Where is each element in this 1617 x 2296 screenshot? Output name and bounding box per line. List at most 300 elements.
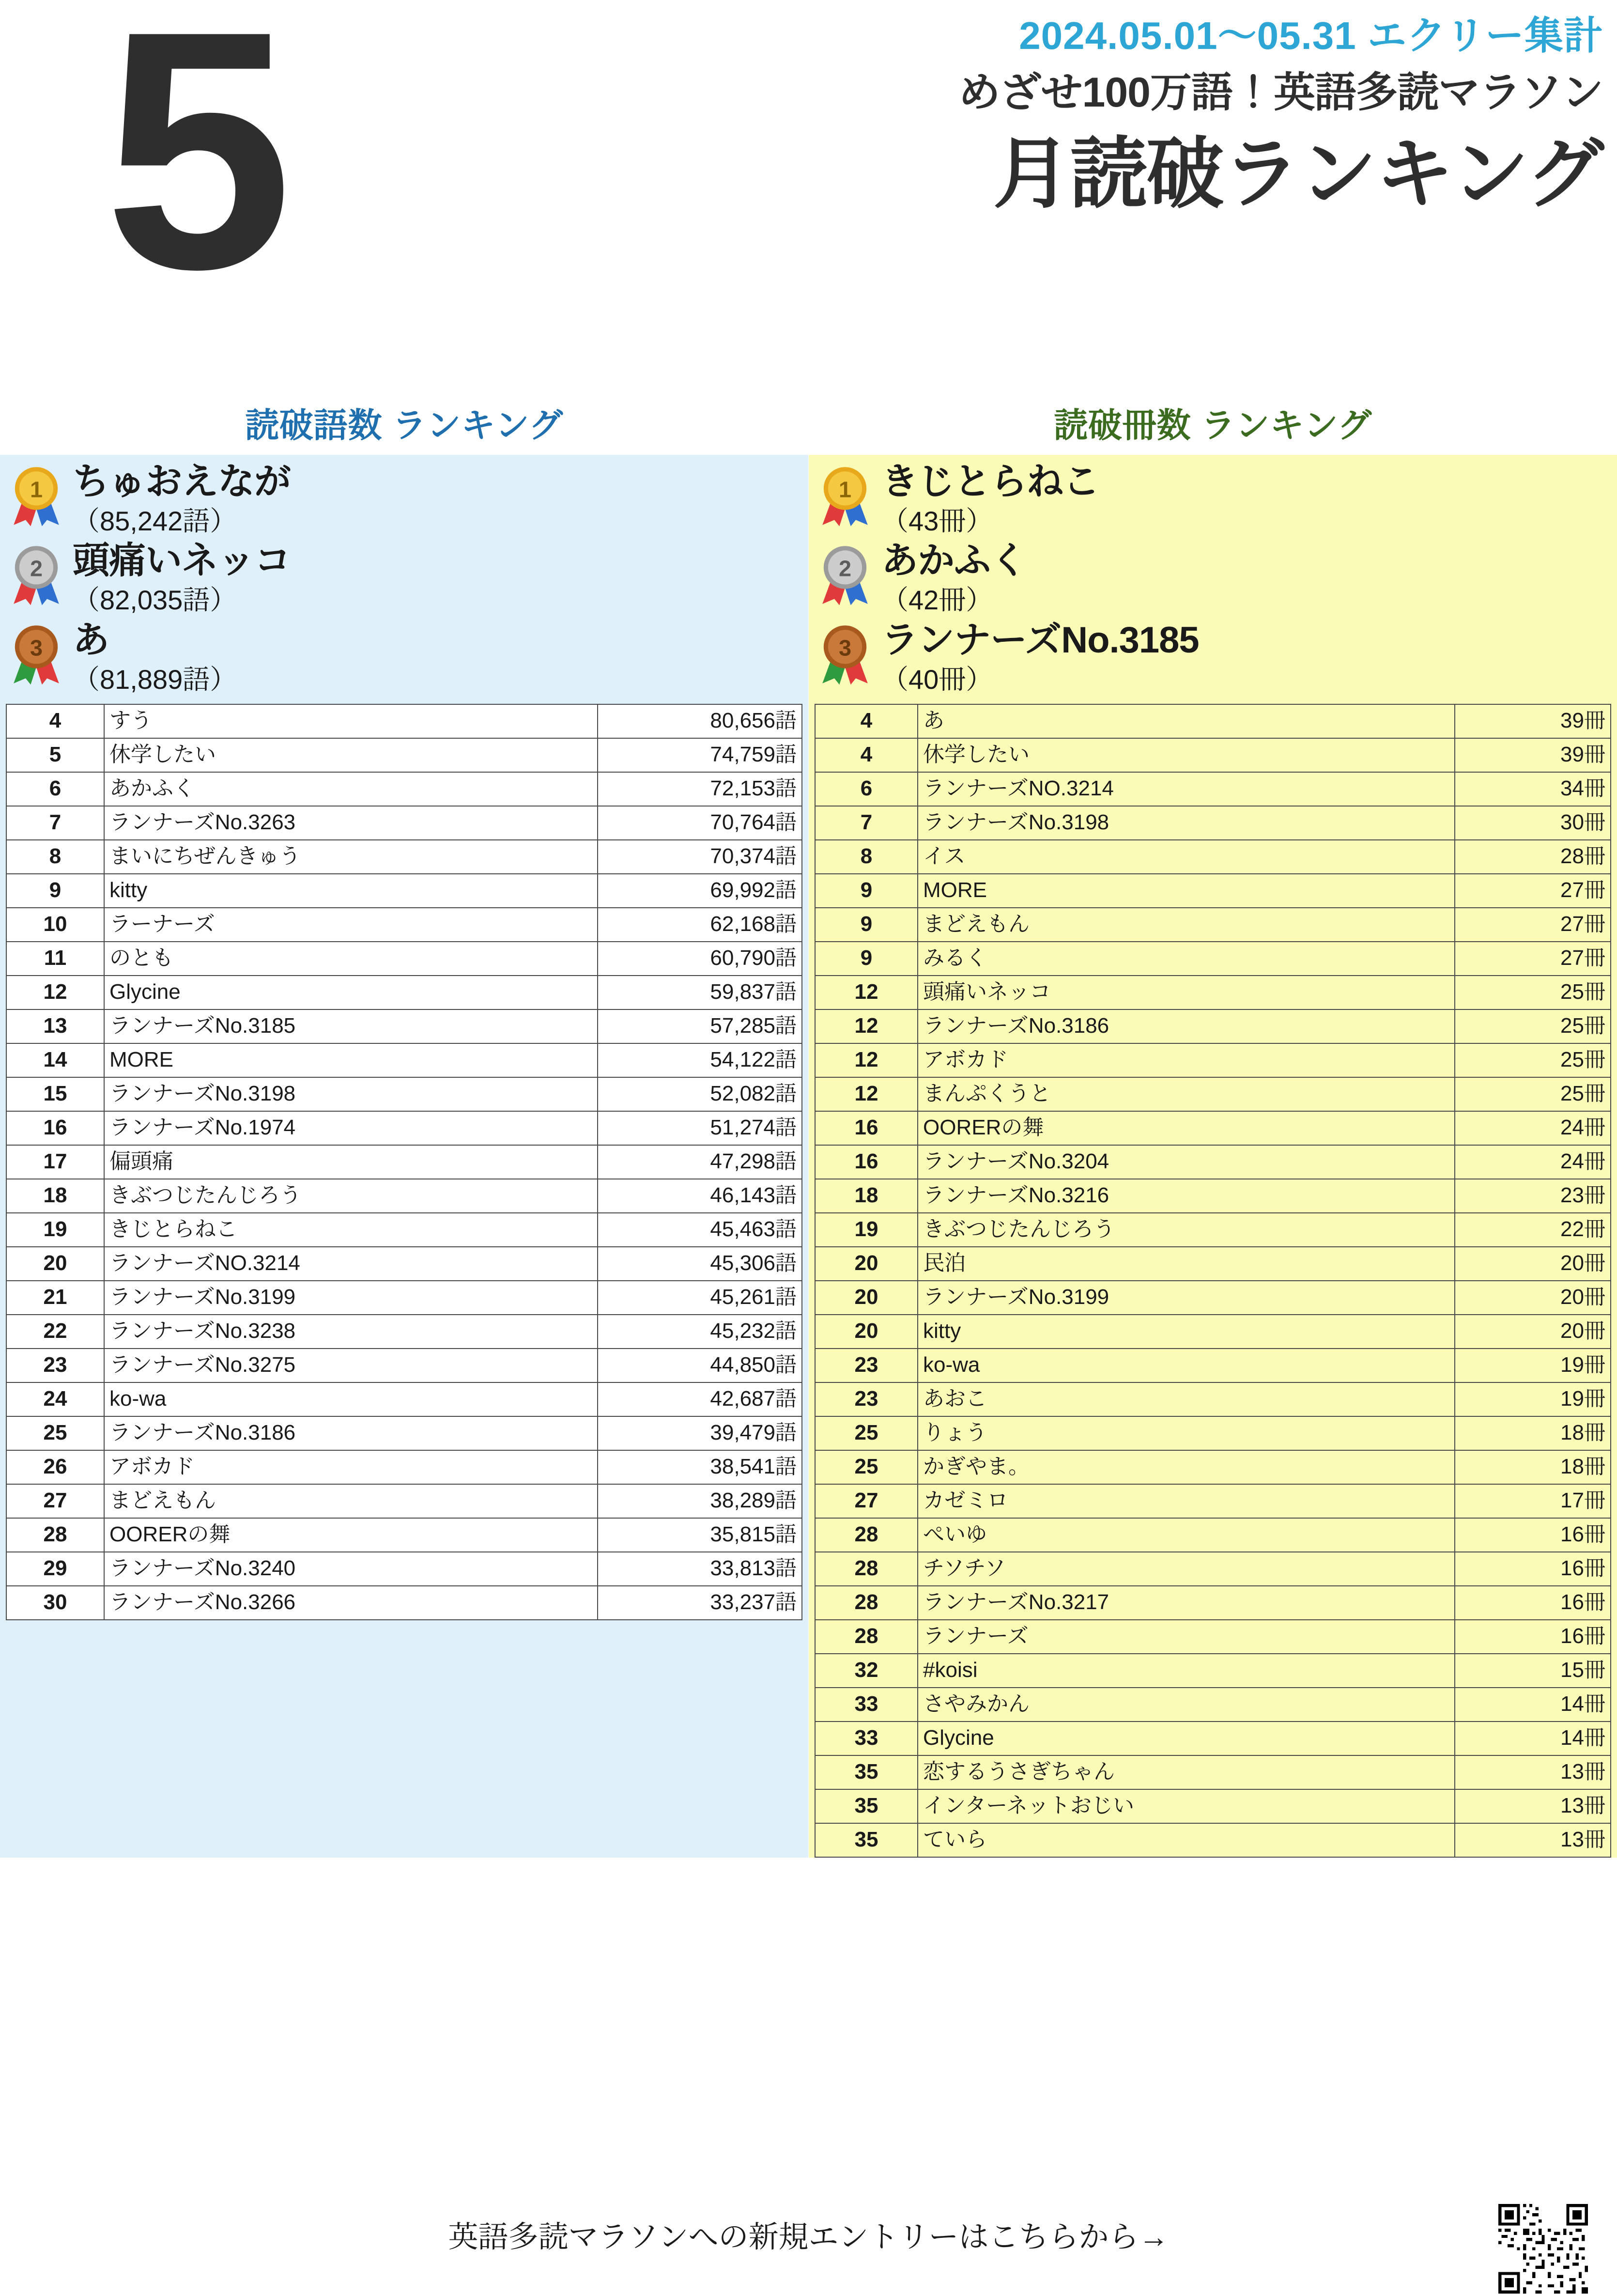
row-rank: 20 — [815, 1281, 918, 1315]
table-row — [815, 1145, 1611, 1179]
month-number: 5 — [104, 0, 288, 340]
table-row — [6, 1111, 802, 1145]
table-row — [6, 1077, 802, 1111]
row-value: 59,837語 — [598, 976, 802, 1009]
row-value: 52,082語 — [598, 1077, 802, 1111]
row-rank: 12 — [815, 1077, 918, 1111]
row-value: 33,813語 — [598, 1552, 802, 1586]
table-row — [815, 738, 1611, 772]
row-value: 27冊 — [1455, 874, 1611, 908]
row-rank: 16 — [815, 1111, 918, 1145]
row-name: ランナーズNo.1974 — [104, 1111, 598, 1145]
table-row — [815, 976, 1611, 1009]
table-row — [6, 1145, 802, 1179]
words-ranking-column — [0, 388, 808, 1858]
row-name: まいにちぜんきゅう — [104, 840, 598, 874]
table-row — [815, 1315, 1611, 1349]
row-rank: 25 — [815, 1416, 918, 1450]
row-rank: 10 — [6, 908, 104, 942]
table-row — [815, 1213, 1611, 1247]
row-name: Glycine — [918, 1722, 1455, 1755]
row-rank: 16 — [815, 1145, 918, 1179]
row-rank: 8 — [815, 840, 918, 874]
row-rank: 4 — [6, 704, 104, 738]
row-value: 72,153語 — [598, 772, 802, 806]
row-value: 30冊 — [1455, 806, 1611, 840]
row-value: 27冊 — [1455, 908, 1611, 942]
row-name: さやみかん — [918, 1688, 1455, 1722]
table-row — [815, 1247, 1611, 1281]
podium-text — [73, 541, 291, 615]
row-rank: 6 — [815, 772, 918, 806]
row-name: ランナーズNO.3214 — [918, 772, 1455, 806]
row-name: ランナーズNo.3198 — [104, 1077, 598, 1111]
row-name: ランナーズNo.3186 — [918, 1009, 1455, 1043]
row-value: 38,541語 — [598, 1450, 802, 1484]
books-ranking-title: 読破冊数 ランキング — [809, 388, 1617, 455]
row-name: チソチソ — [918, 1552, 1455, 1586]
row-rank: 23 — [815, 1349, 918, 1382]
row-rank: 14 — [6, 1043, 104, 1077]
table-row — [815, 1755, 1611, 1789]
podium-text — [73, 462, 291, 536]
row-rank: 7 — [6, 806, 104, 840]
row-rank: 5 — [6, 738, 104, 772]
table-row — [815, 1654, 1611, 1688]
row-name: ランナーズNo.3275 — [104, 1349, 598, 1382]
table-row — [6, 806, 802, 840]
row-value: 25冊 — [1455, 1077, 1611, 1111]
row-rank: 28 — [815, 1552, 918, 1586]
row-value: 80,656語 — [598, 704, 802, 738]
row-value: 35,815語 — [598, 1518, 802, 1552]
row-value: 14冊 — [1455, 1722, 1611, 1755]
row-value: 16冊 — [1455, 1552, 1611, 1586]
podium-text — [881, 620, 1199, 694]
row-value: 22冊 — [1455, 1213, 1611, 1247]
words-ranking-body — [6, 704, 802, 1620]
table-row — [815, 1620, 1611, 1654]
row-name: ランナーズ — [918, 1620, 1455, 1654]
row-rank: 22 — [6, 1315, 104, 1349]
gold-medal-icon — [0, 462, 73, 527]
row-rank: 13 — [6, 1009, 104, 1043]
row-rank: 28 — [815, 1586, 918, 1620]
svg-text:3: 3 — [30, 635, 43, 661]
row-value: 46,143語 — [598, 1179, 802, 1213]
row-rank: 19 — [6, 1213, 104, 1247]
row-value: 18冊 — [1455, 1450, 1611, 1484]
row-name: ランナーズNo.3240 — [104, 1552, 598, 1586]
row-value: 47,298語 — [598, 1145, 802, 1179]
row-rank: 33 — [815, 1722, 918, 1755]
row-rank: 9 — [6, 874, 104, 908]
podium-text — [881, 462, 1099, 536]
row-name: 頭痛いネッコ — [918, 976, 1455, 1009]
books-ranking-body — [815, 704, 1611, 1857]
podium-value: （40冊） — [881, 664, 993, 695]
row-rank: 25 — [6, 1416, 104, 1450]
table-row — [6, 1315, 802, 1349]
table-row — [815, 1416, 1611, 1450]
row-value: 16冊 — [1455, 1518, 1611, 1552]
row-name: すう — [104, 704, 598, 738]
table-row — [815, 1789, 1611, 1823]
row-name: ランナーズNo.3198 — [918, 806, 1455, 840]
row-rank: 7 — [815, 806, 918, 840]
svg-text:2: 2 — [838, 556, 852, 581]
row-name: りょう — [918, 1416, 1455, 1450]
table-row — [6, 1009, 802, 1043]
row-value: 16冊 — [1455, 1620, 1611, 1654]
row-name: 民泊 — [918, 1247, 1455, 1281]
podium-name: 頭痛いネッコ — [73, 540, 291, 582]
row-value: 45,232語 — [598, 1315, 802, 1349]
table-row — [815, 1179, 1611, 1213]
table-row — [815, 1552, 1611, 1586]
podium-entry — [0, 618, 808, 697]
row-name: あ — [918, 704, 1455, 738]
books-ranking-column — [809, 388, 1617, 1858]
podium-entry — [0, 460, 808, 539]
row-value: 74,759語 — [598, 738, 802, 772]
row-rank: 24 — [6, 1382, 104, 1416]
table-row — [815, 1281, 1611, 1315]
table-row — [6, 874, 802, 908]
row-name: イス — [918, 840, 1455, 874]
podium-value: （81,889語） — [73, 664, 237, 695]
page-footer — [0, 2199, 1617, 2281]
row-value: 39,479語 — [598, 1416, 802, 1450]
podium-text — [881, 541, 1027, 615]
row-name: #koisi — [918, 1654, 1455, 1688]
row-name: OORERの舞 — [104, 1518, 598, 1552]
row-name: OORERの舞 — [918, 1111, 1455, 1145]
podium-name: ちゅおえなが — [73, 461, 291, 502]
ranking-columns — [0, 388, 1617, 1858]
silver-medal-icon — [809, 541, 881, 606]
table-row — [6, 1450, 802, 1484]
row-name: ランナーズNo.3238 — [104, 1315, 598, 1349]
row-value: 25冊 — [1455, 976, 1611, 1009]
row-value: 70,374語 — [598, 840, 802, 874]
row-value: 60,790語 — [598, 942, 802, 976]
row-name: MORE — [104, 1043, 598, 1077]
row-rank: 35 — [815, 1755, 918, 1789]
table-row — [815, 874, 1611, 908]
row-name: まどえもん — [918, 908, 1455, 942]
table-row — [815, 1382, 1611, 1416]
row-rank: 9 — [815, 874, 918, 908]
row-value: 38,289語 — [598, 1484, 802, 1518]
table-row — [6, 942, 802, 976]
row-value: 33,237語 — [598, 1586, 802, 1620]
row-rank: 35 — [815, 1789, 918, 1823]
row-value: 34冊 — [1455, 772, 1611, 806]
row-rank: 9 — [815, 908, 918, 942]
table-row — [815, 1484, 1611, 1518]
silver-medal-icon — [0, 541, 73, 606]
podium-value: （82,035語） — [73, 585, 237, 616]
row-name: 偏頭痛 — [104, 1145, 598, 1179]
row-name: のとも — [104, 942, 598, 976]
table-row — [6, 1518, 802, 1552]
table-row — [6, 1179, 802, 1213]
row-name: ランナーズNo.3266 — [104, 1586, 598, 1620]
row-value: 18冊 — [1455, 1416, 1611, 1450]
books-podium — [809, 455, 1617, 704]
table-row — [6, 908, 802, 942]
row-name: ランナーズNo.3199 — [918, 1281, 1455, 1315]
table-row — [6, 738, 802, 772]
row-name: 休学したい — [104, 738, 598, 772]
row-rank: 21 — [6, 1281, 104, 1315]
row-rank: 20 — [815, 1247, 918, 1281]
row-rank: 12 — [815, 1009, 918, 1043]
podium-entry — [809, 539, 1617, 618]
row-name: アボカド — [918, 1043, 1455, 1077]
table-row — [815, 1688, 1611, 1722]
page-header — [0, 0, 1617, 383]
row-rank: 12 — [815, 976, 918, 1009]
row-rank: 4 — [815, 704, 918, 738]
row-rank: 33 — [815, 1688, 918, 1722]
row-name: アボカド — [104, 1450, 598, 1484]
row-value: 19冊 — [1455, 1382, 1611, 1416]
table-row — [815, 840, 1611, 874]
table-row — [6, 840, 802, 874]
row-value: 69,992語 — [598, 874, 802, 908]
row-name: 休学したい — [918, 738, 1455, 772]
row-value: 39冊 — [1455, 704, 1611, 738]
table-row — [815, 1349, 1611, 1382]
row-rank: 28 — [6, 1518, 104, 1552]
row-name: ランナーズNO.3214 — [104, 1247, 598, 1281]
row-rank: 32 — [815, 1654, 918, 1688]
row-rank: 17 — [6, 1145, 104, 1179]
row-rank: 27 — [6, 1484, 104, 1518]
svg-text:2: 2 — [30, 556, 43, 581]
row-value: 24冊 — [1455, 1145, 1611, 1179]
row-value: 19冊 — [1455, 1349, 1611, 1382]
row-value: 16冊 — [1455, 1586, 1611, 1620]
podium-name: きじとらねこ — [881, 461, 1099, 502]
row-name: ランナーズNo.3199 — [104, 1281, 598, 1315]
row-rank: 29 — [6, 1552, 104, 1586]
row-name: きじとらねこ — [104, 1213, 598, 1247]
row-name: 恋するうさぎちゃん — [918, 1755, 1455, 1789]
podium-name: ランナーズNo.3185 — [881, 619, 1199, 661]
row-rank: 19 — [815, 1213, 918, 1247]
row-value: 24冊 — [1455, 1111, 1611, 1145]
podium-entry — [809, 618, 1617, 697]
entry-link-text: 英語多読マラソンへの新規エントリーはこちらから→ — [448, 2220, 1169, 2254]
row-value: 51,274語 — [598, 1111, 802, 1145]
podium-value: （43冊） — [881, 505, 993, 536]
row-rank: 12 — [6, 976, 104, 1009]
podium-entry — [809, 460, 1617, 539]
row-value: 17冊 — [1455, 1484, 1611, 1518]
bronze-medal-icon — [809, 620, 881, 686]
table-row — [815, 1518, 1611, 1552]
row-value: 62,168語 — [598, 908, 802, 942]
row-rank: 16 — [6, 1111, 104, 1145]
row-name: きぶつじたんじろう — [918, 1213, 1455, 1247]
table-row — [6, 1586, 802, 1620]
row-name: あおこ — [918, 1382, 1455, 1416]
table-row — [815, 1586, 1611, 1620]
row-name: ランナーズNo.3186 — [104, 1416, 598, 1450]
row-value: 20冊 — [1455, 1247, 1611, 1281]
table-row — [6, 976, 802, 1009]
svg-text:1: 1 — [30, 477, 43, 502]
row-value: 13冊 — [1455, 1823, 1611, 1857]
table-row — [815, 704, 1611, 738]
row-value: 45,261語 — [598, 1281, 802, 1315]
row-name: かぎやま。 — [918, 1450, 1455, 1484]
row-rank: 35 — [815, 1823, 918, 1857]
row-value: 20冊 — [1455, 1315, 1611, 1349]
table-row — [815, 1009, 1611, 1043]
podium-name: あかふく — [881, 540, 1027, 582]
table-row — [6, 772, 802, 806]
row-rank: 25 — [815, 1450, 918, 1484]
table-row — [6, 1349, 802, 1382]
books-ranking-table — [815, 704, 1611, 1858]
table-row — [815, 1077, 1611, 1111]
row-name: ko-wa — [918, 1349, 1455, 1382]
table-row — [815, 942, 1611, 976]
row-value: 39冊 — [1455, 738, 1611, 772]
table-row — [815, 772, 1611, 806]
row-rank: 18 — [6, 1179, 104, 1213]
row-rank: 28 — [815, 1620, 918, 1654]
row-name: ぺいゆ — [918, 1518, 1455, 1552]
row-name: kitty — [918, 1315, 1455, 1349]
row-rank: 20 — [6, 1247, 104, 1281]
row-name: Glycine — [104, 976, 598, 1009]
row-name: インターネットおじい — [918, 1789, 1455, 1823]
row-name: MORE — [918, 874, 1455, 908]
podium-entry — [0, 539, 808, 618]
row-name: ラーナーズ — [104, 908, 598, 942]
row-name: きぶつじたんじろう — [104, 1179, 598, 1213]
row-value: 13冊 — [1455, 1789, 1611, 1823]
table-row — [6, 1247, 802, 1281]
table-row — [815, 908, 1611, 942]
campaign-subtitle: めざせ100万語！英語多読マラソン — [958, 69, 1603, 116]
table-row — [815, 1043, 1611, 1077]
row-rank: 28 — [815, 1518, 918, 1552]
bronze-medal-icon — [0, 620, 73, 686]
words-podium — [0, 455, 808, 704]
row-value: 23冊 — [1455, 1179, 1611, 1213]
table-row — [815, 1111, 1611, 1145]
row-value: 25冊 — [1455, 1043, 1611, 1077]
row-rank: 20 — [815, 1315, 918, 1349]
qr-code-icon[interactable] — [1498, 2204, 1588, 2294]
row-value: 70,764語 — [598, 806, 802, 840]
row-value: 57,285語 — [598, 1009, 802, 1043]
row-value: 20冊 — [1455, 1281, 1611, 1315]
row-value: 25冊 — [1455, 1009, 1611, 1043]
row-rank: 4 — [815, 738, 918, 772]
row-name: ランナーズNo.3204 — [918, 1145, 1455, 1179]
row-rank: 23 — [815, 1382, 918, 1416]
row-name: kitty — [104, 874, 598, 908]
row-rank: 8 — [6, 840, 104, 874]
table-row — [6, 1043, 802, 1077]
row-value: 45,306語 — [598, 1247, 802, 1281]
row-name: ko-wa — [104, 1382, 598, 1416]
row-value: 42,687語 — [598, 1382, 802, 1416]
period-label: 2024.05.01〜05.31 エクリー集計 — [1019, 14, 1603, 57]
row-value: 45,463語 — [598, 1213, 802, 1247]
page-title: 月読破ランキング — [993, 130, 1603, 217]
row-value: 14冊 — [1455, 1688, 1611, 1722]
row-name: あかふく — [104, 772, 598, 806]
row-name: カゼミロ — [918, 1484, 1455, 1518]
table-row — [6, 1416, 802, 1450]
podium-value: （85,242語） — [73, 505, 237, 536]
row-rank: 26 — [6, 1450, 104, 1484]
words-ranking-title: 読破語数 ランキング — [0, 388, 808, 455]
row-rank: 6 — [6, 772, 104, 806]
row-name: まんぷくうと — [918, 1077, 1455, 1111]
table-row — [6, 1281, 802, 1315]
row-rank: 9 — [815, 942, 918, 976]
table-row — [6, 1213, 802, 1247]
table-row — [6, 1484, 802, 1518]
row-name: まどえもん — [104, 1484, 598, 1518]
row-rank: 27 — [815, 1484, 918, 1518]
podium-name: あ — [73, 619, 109, 661]
row-name: ていら — [918, 1823, 1455, 1857]
row-value: 54,122語 — [598, 1043, 802, 1077]
row-value: 13冊 — [1455, 1755, 1611, 1789]
svg-text:3: 3 — [838, 635, 852, 661]
row-rank: 12 — [815, 1043, 918, 1077]
row-value: 28冊 — [1455, 840, 1611, 874]
table-row — [815, 1823, 1611, 1857]
row-rank: 11 — [6, 942, 104, 976]
row-rank: 18 — [815, 1179, 918, 1213]
row-name: みるく — [918, 942, 1455, 976]
row-name: ランナーズNo.3185 — [104, 1009, 598, 1043]
row-value: 15冊 — [1455, 1654, 1611, 1688]
row-rank: 23 — [6, 1349, 104, 1382]
header-text-block — [494, 15, 1603, 218]
table-row — [815, 806, 1611, 840]
words-ranking-table — [6, 704, 802, 1620]
row-rank: 30 — [6, 1586, 104, 1620]
table-row — [6, 1552, 802, 1586]
row-value: 44,850語 — [598, 1349, 802, 1382]
row-name: ランナーズNo.3217 — [918, 1586, 1455, 1620]
gold-medal-icon — [809, 462, 881, 527]
table-row — [815, 1450, 1611, 1484]
podium-value: （42冊） — [881, 585, 993, 616]
row-rank: 15 — [6, 1077, 104, 1111]
table-row — [6, 704, 802, 738]
table-row — [6, 1382, 802, 1416]
row-name: ランナーズNo.3216 — [918, 1179, 1455, 1213]
row-name: ランナーズNo.3263 — [104, 806, 598, 840]
svg-text:1: 1 — [838, 477, 852, 502]
podium-text — [73, 620, 237, 694]
row-value: 27冊 — [1455, 942, 1611, 976]
table-row — [815, 1722, 1611, 1755]
